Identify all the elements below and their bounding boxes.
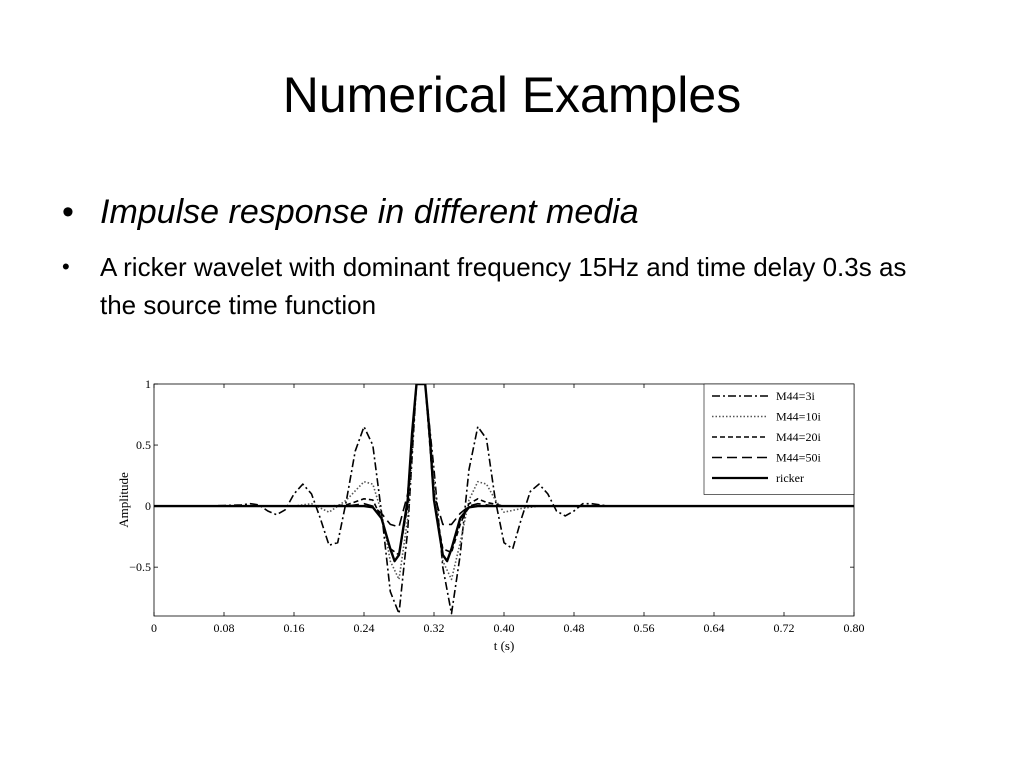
- bullet-text: Impulse response in different media: [100, 193, 639, 231]
- legend-entry: M44=50i: [776, 450, 821, 465]
- y-axis-label: Amplitude: [116, 472, 131, 528]
- x-tick-label: 0.80: [843, 621, 865, 635]
- legend-entry: M44=10i: [776, 409, 821, 424]
- impulse-response-chart: [110, 372, 890, 672]
- x-axis-label: t (s): [493, 638, 515, 653]
- slide-title: Numerical Examples: [282, 67, 742, 123]
- x-tick-label: 0.24: [353, 621, 375, 635]
- legend-entry: M44=3i: [776, 389, 815, 403]
- y-tick-label: 1: [145, 377, 151, 391]
- x-tick-label: 0.72: [773, 621, 795, 635]
- x-tick-label: 0.48: [563, 621, 585, 635]
- x-tick-label: 0.64: [703, 621, 725, 635]
- x-tick-label: 0.32: [423, 621, 445, 635]
- x-tick-label: 0.40: [493, 621, 515, 635]
- y-tick-label: −0.5: [129, 560, 151, 575]
- x-tick-label: 0.16: [283, 621, 305, 635]
- bullet-marker: •: [62, 254, 70, 279]
- chart-svg: [110, 372, 890, 672]
- legend-entry: M44=20i: [776, 430, 821, 444]
- legend-entry: ricker: [776, 471, 804, 485]
- bullet-text: A ricker wavelet with dominant frequency 15Hz and time delay 0.3s as the source time function: [100, 252, 907, 320]
- bullet-item: [62, 248, 942, 324]
- bullet-item: [62, 190, 942, 234]
- bullet-list: [62, 190, 942, 324]
- x-tick-label: 0: [151, 621, 157, 635]
- x-tick-label: 0.08: [213, 621, 235, 635]
- y-tick-label: 0: [145, 499, 151, 514]
- bullet-marker: •: [62, 193, 74, 231]
- x-tick-label: 0.56: [633, 621, 655, 635]
- y-tick-label: 0.5: [136, 438, 151, 453]
